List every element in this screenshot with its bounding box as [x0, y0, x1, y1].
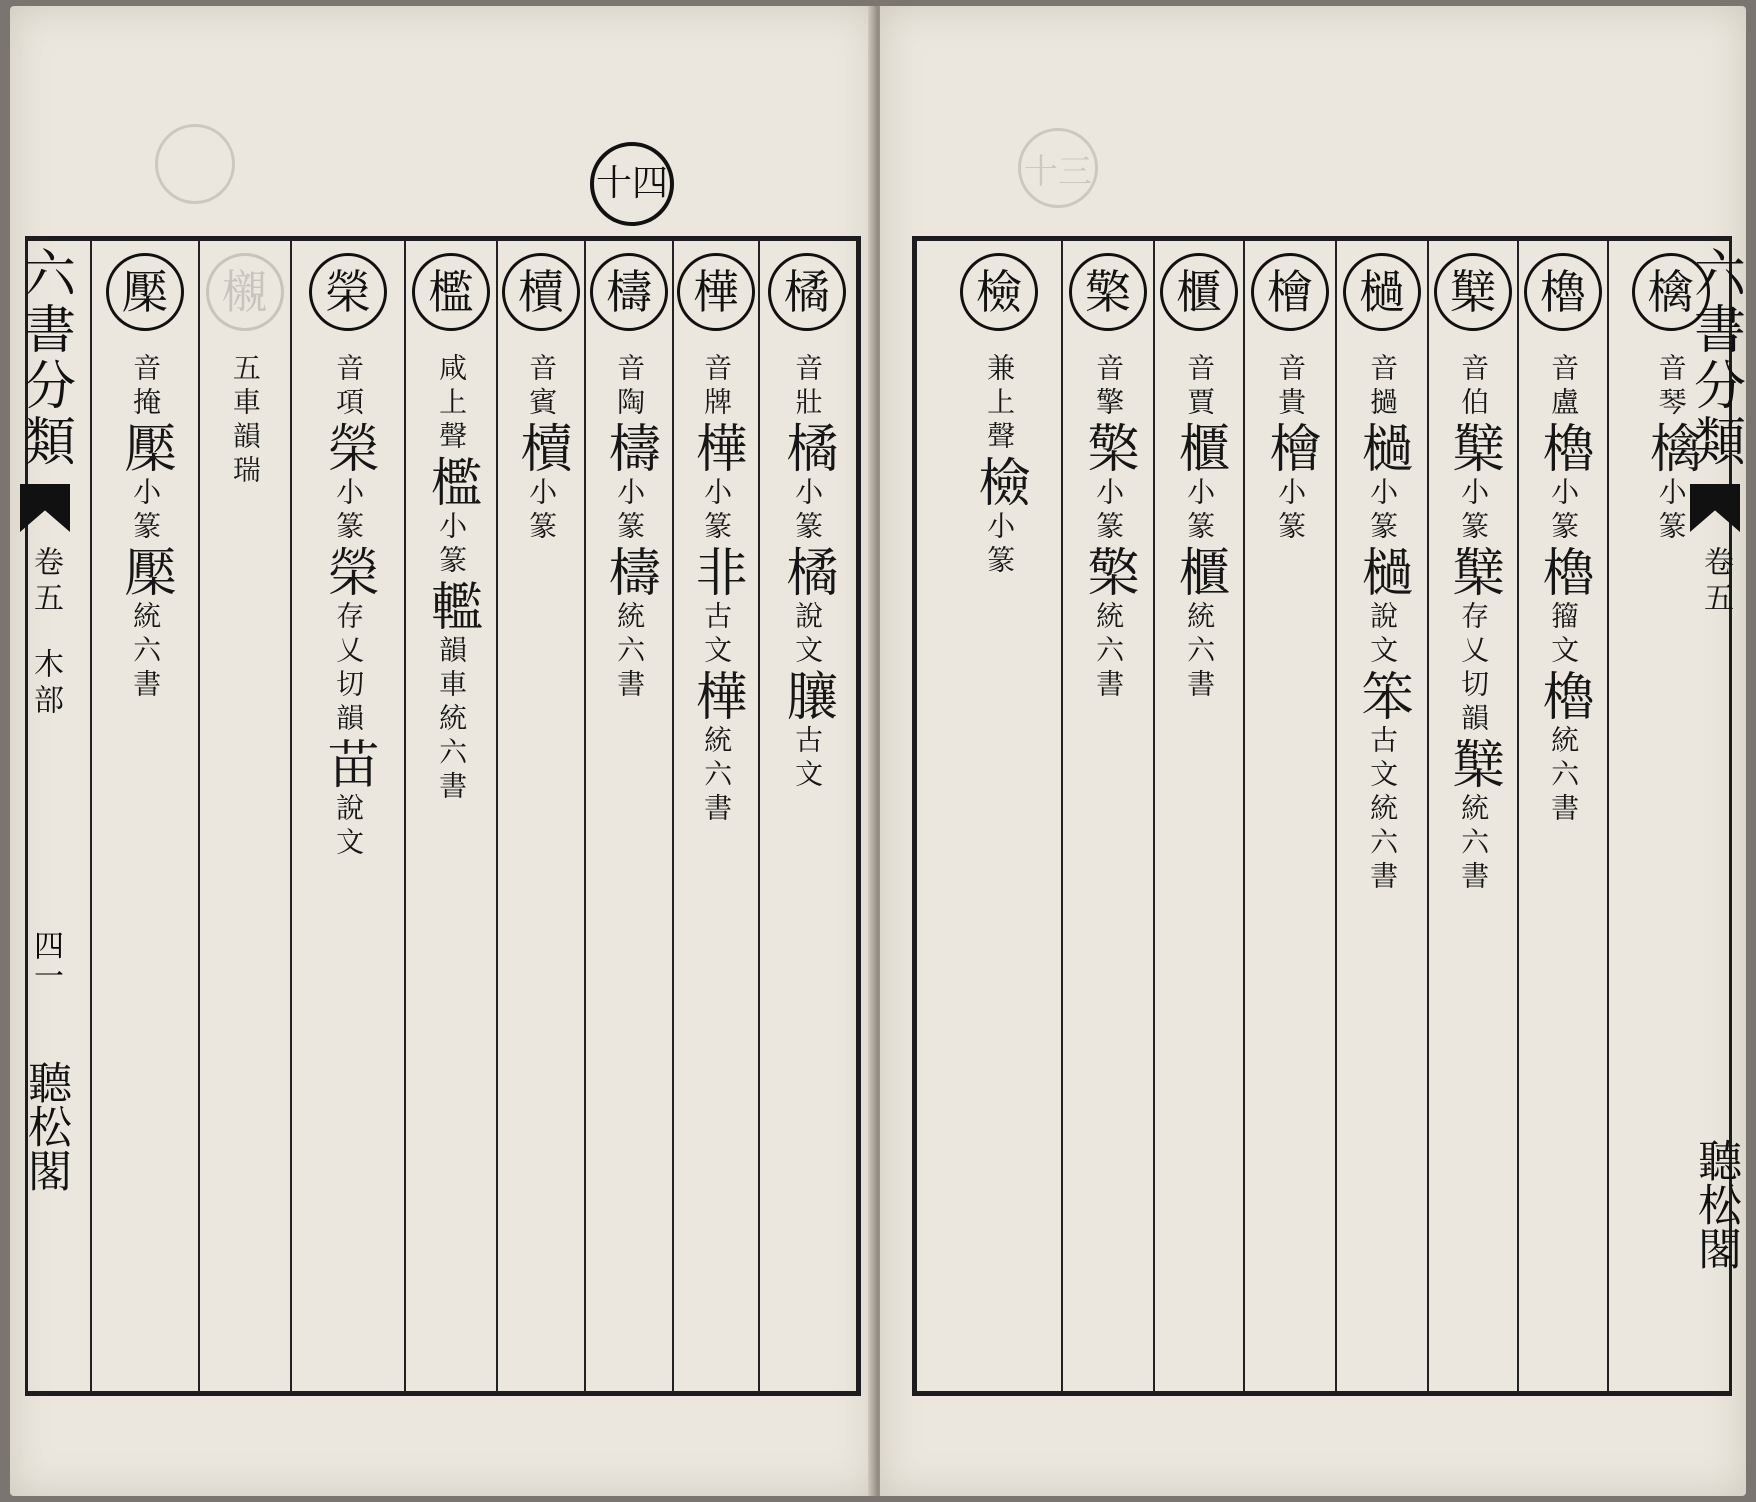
entry-text: 音賈櫃小篆櫃統六書 — [1169, 353, 1230, 703]
entry-text: 音牌樺小篆非古文樺統六書 — [686, 353, 747, 827]
section-label: 木部 — [28, 648, 63, 720]
publisher-mark: 聽松閣 — [20, 1060, 71, 1192]
ghost-page-number — [155, 124, 235, 204]
fishtail-mark — [20, 484, 70, 532]
entry-column — [1061, 241, 1153, 1391]
book-title: 六書分類 — [14, 246, 75, 470]
entry-column — [198, 241, 290, 1391]
entry-column — [496, 241, 584, 1391]
entry-text: 音掩檿小篆檿統六書 — [115, 353, 176, 703]
fishtail-mark — [1690, 484, 1740, 532]
left-page — [10, 6, 876, 1496]
headword: 檎 — [1632, 253, 1710, 331]
headword: 檿 — [106, 253, 184, 331]
ghost-page-number: 十三 — [1018, 128, 1098, 208]
entry-column — [672, 241, 758, 1391]
entry-column — [1427, 241, 1517, 1391]
headword: 櫱 — [1434, 253, 1512, 331]
entry-text: 音伯櫱小篆櫱存乂切韻櫱統六書 — [1443, 353, 1504, 895]
entry-text: 音琴檎小篆 — [1640, 353, 1701, 545]
left-text-frame — [25, 236, 861, 1396]
headword: 檮 — [590, 253, 668, 331]
right-page — [880, 6, 1746, 1496]
entry-text: 音擎檠小篆檠統六書 — [1078, 353, 1139, 703]
headword: 檻 — [412, 253, 490, 331]
entry-column — [1153, 241, 1243, 1391]
entry-text: 咸上聲檻小篆轞韻車統六書 — [421, 353, 482, 805]
entry-column — [90, 241, 198, 1391]
entry-text: 音壯橘小篆橘說文䑋古文 — [777, 353, 838, 793]
left-margin-column — [12, 236, 78, 1396]
headword: 橘 — [768, 253, 846, 331]
entry-text: 音陶檮小篆檮統六書 — [599, 353, 660, 703]
headword: 榮 — [309, 253, 387, 331]
headword: 櫃 — [1160, 253, 1238, 331]
right-text-frame — [912, 236, 1732, 1396]
headword: 檠 — [1069, 253, 1147, 331]
headword: 檛 — [1343, 253, 1421, 331]
headword: 樺 — [677, 253, 755, 331]
entry-column — [1335, 241, 1427, 1391]
entry-column — [290, 241, 404, 1391]
entry-text: 兼上聲檢小篆 — [969, 353, 1030, 579]
headword: 檜 — [1251, 253, 1329, 331]
book-title: 六書分類 — [1684, 246, 1745, 470]
entry-column — [1243, 241, 1335, 1391]
headword-faded: 櫬 — [206, 253, 284, 331]
folio-number: 四一 — [28, 930, 63, 990]
entry-text: 音賓櫝小篆 — [511, 353, 572, 545]
right-margin-column — [1686, 236, 1744, 1396]
volume-label: 卷五 — [1698, 546, 1733, 618]
page-sequence-number: 十四 — [590, 142, 674, 226]
entry-text: 五車韻瑞 — [228, 353, 262, 489]
entry-text: 音撾檛小篆檛說文笨古文統六書 — [1352, 353, 1413, 895]
headword: 櫝 — [502, 253, 580, 331]
entry-text: 音項榮小篆榮存乂切韻苗說文 — [318, 353, 379, 861]
volume-label: 卷五 — [28, 546, 63, 618]
headword: 櫓 — [1524, 253, 1602, 331]
headword: 檢 — [960, 253, 1038, 331]
entry-column — [917, 241, 1061, 1391]
entry-column — [1517, 241, 1607, 1391]
entry-text: 音盧櫓小篆櫓籀文櫓統六書 — [1533, 353, 1594, 827]
entry-column — [404, 241, 496, 1391]
entry-column — [758, 241, 854, 1391]
entry-text: 音貴檜小篆 — [1260, 353, 1321, 545]
publisher-mark: 聽松閣 — [1690, 1138, 1741, 1270]
entry-column — [584, 241, 672, 1391]
